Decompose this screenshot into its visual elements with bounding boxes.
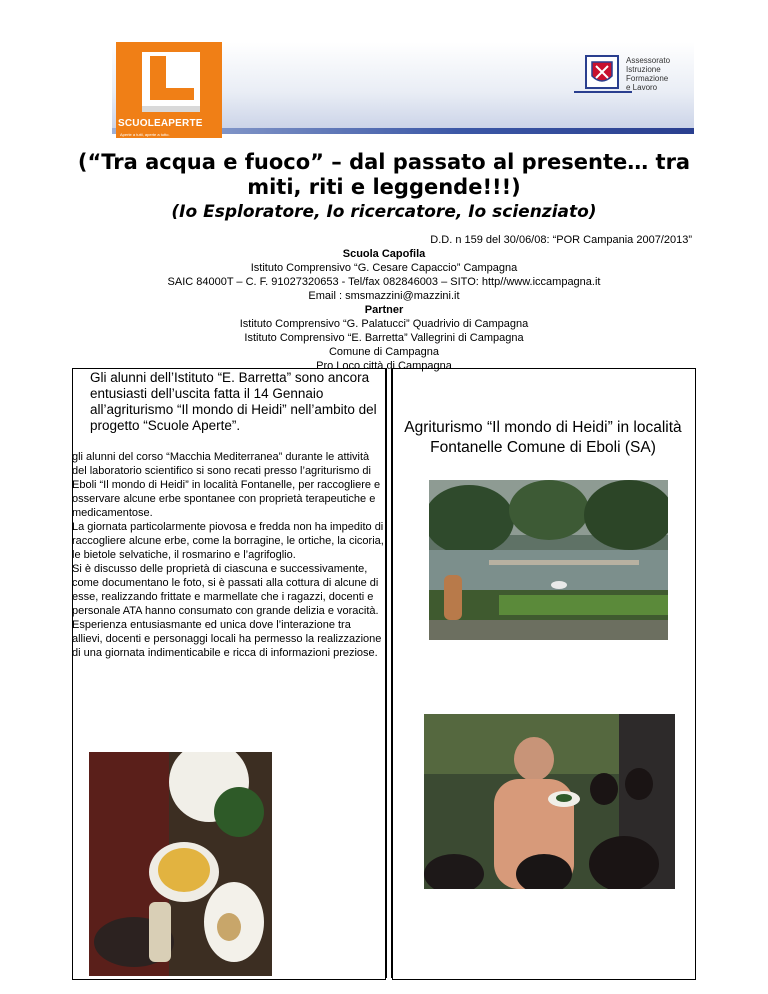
paragraph-2: La giornata particolarmente piovosa e fredda non ha impedito di raccogliere alcune erbe, come la borragine, le ortiche, la cicoria, le bietole selvatiche, il rosmarino e l’agrifoglio. [72, 521, 384, 561]
lead-school: Istituto Comprensivo “G. Cesare Capaccio” Campagna [250, 262, 518, 274]
photo-caption: Agriturismo “Il mondo di Heidi” in località Fontanelle Comune di Eboli (SA) [404, 419, 682, 456]
logo-l-icon [142, 52, 200, 112]
subtitle: (Io Esploratore, Io ricercatore, Io scienziato) [171, 202, 597, 222]
title-line-2: miti, riti e leggende!!!) [247, 175, 521, 199]
assessorato-line: Formazione [626, 74, 669, 83]
assessorato-line: e Lavoro [626, 83, 658, 92]
school-email: Email : smsmazzini@mazzini.it [308, 290, 460, 302]
agriturismo-garden-photo [429, 480, 668, 640]
logo-tagline: Aperte a tutti, aperte a tutto. [120, 132, 170, 137]
partner-label: Partner [364, 304, 404, 316]
scuole-aperte-logo [116, 42, 222, 138]
regione-campania-emblem-icon [572, 54, 634, 96]
decree-line: D.D. n 159 del 30/06/08: “POR Campania 2007/2013” [430, 234, 692, 246]
paragraph-4: Esperienza entusiasmante ed unica dove l’interazione tra allievi, docenti e personaggi locali ha permesso la realizzazione di una giornata indimenticabile e ricca di informazioni preziose. [72, 619, 382, 659]
assessorato-line: Istruzione [626, 65, 661, 74]
chef-with-students-photo [424, 714, 675, 889]
intro-text: Gli alunni dell’Istituto “E. Barretta” sono ancora entusiasti dell’uscita fatta il 14 Gennaio all’agriturismo “Il mondo di Heidi” nell’ambito del progetto “Scuole Aperte”. [90, 370, 377, 433]
partner-2: Istituto Comprensivo “E. Barretta” Vallegrini di Campagna [244, 332, 524, 344]
lead-school-label: Scuola Capofila [342, 248, 426, 260]
header-banner [112, 42, 694, 137]
partner-1: Istituto Comprensivo “G. Palatucci” Quadrivio di Campagna [239, 318, 529, 330]
logo-text: SCUOLEAPERTE [118, 118, 203, 129]
partner-3: Comune di Campagna [328, 346, 440, 358]
food-plates-photo [89, 752, 272, 976]
paragraph-3: Si è discusso delle proprietà di ciascuna e successivamente, come documentano le foto, si è passati alla cottura di alcune di esse, realizzando frittate e marmellate che i ragazzi, docenti e personale ATA hanno consumato con grande delizia e voracità. [72, 563, 379, 617]
title-line-1: (“Tra acqua e fuoco” – dal passato al presente… tra [77, 150, 691, 174]
assessorato-label [626, 56, 706, 92]
assessorato-line: Assessorato [626, 56, 671, 65]
article-intro [72, 370, 384, 434]
article-body [72, 450, 384, 660]
partner-4: Pro Loco città di Campagna [316, 360, 452, 372]
school-codes: SAIC 84000T – C. F. 91027320653 - Tel/fax 082846003 – SITO: http//www.iccampagna.it [167, 276, 601, 288]
paragraph-1: gli alunni del corso “Macchia Mediterranea” durante le attività del laboratorio scientifico si sono recati presso l’agriturismo di Eboli “Il mondo di Heidi” in località Fontanelle, per raccogliere e osservare alcune erbe spontanee con proprietà terapeutiche e medicamentose. [72, 451, 381, 519]
